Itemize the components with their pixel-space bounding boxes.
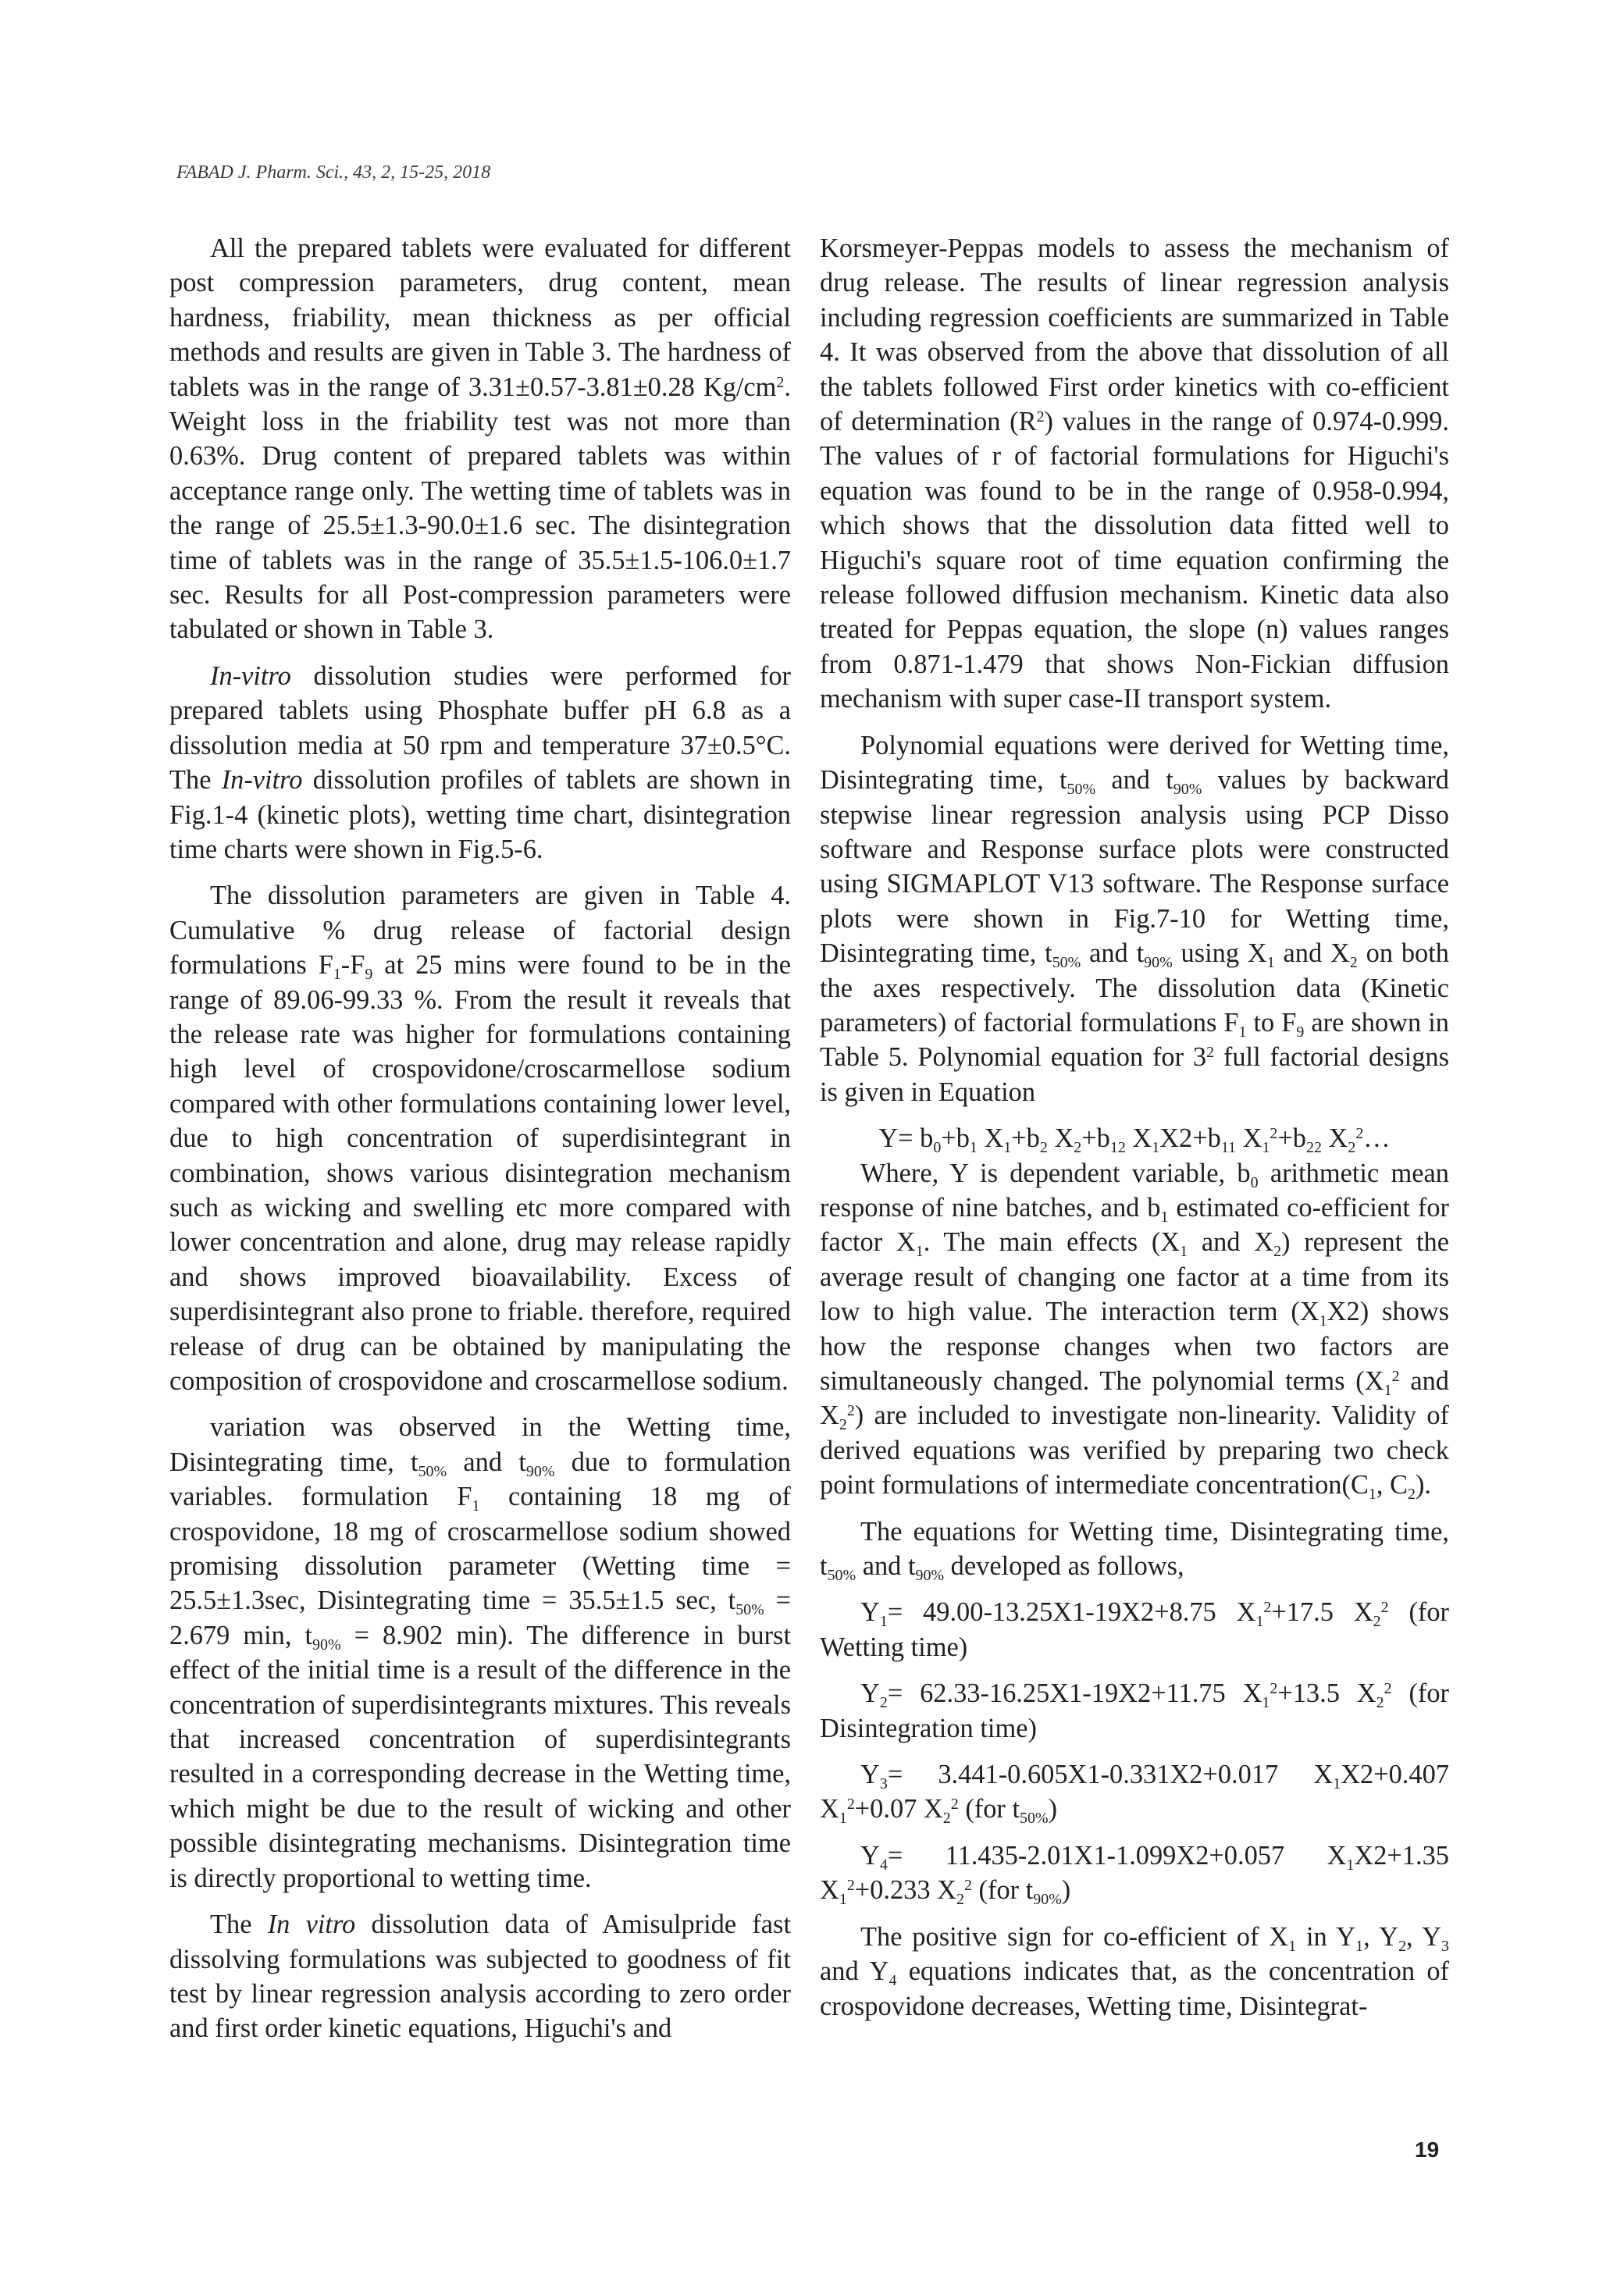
- paragraph: The In vitro dissolution data of Amisulpride fast dissolving formulations was subjected to goodness of fit test by linear regression analysis according to zero order and first order kinetic equations, Higuchi's and: [169, 1910, 791, 2044]
- equation-y3: $Y_3= 3.441-0.605X1-0.331X2+0.017$ $X_1X2+0.407$ $X_1^2+0.07$ $X_2^2$ (for $t_{50\%}$): [820, 1760, 1449, 1828]
- paragraph: The dissolution parameters are given in Table 4. Cumulative % drug release of factorial design formulations $F_1-F_9$ at 25 mins were found to be in the range of 89.06-99.33 %. From the result it reveals that the release rate was higher for formulations containing high level of crospovidone/croscarmellose sodium compared with other formulations containing lower level, due to high concentration of superdisintegrant in combination, shows various disintegration mechanism such as wicking and swelling etc more compared with lower concentration and alone, drug may release rapidly and shows improved bioavailability. Excess of superdisintegrant also prone to friable. therefore, required release of drug can be obtained by manipulating the composition of crospovidone and croscarmellose sodium.: [169, 881, 791, 1396]
- polynomial-equation: $Y= b_0+b_1$ $X_1+b_2$ $X_2+b_{12}$ $X_1X2+b_{11}$ $X_1^2+b_{22}$ $X_2^2\dots$: [878, 1123, 1391, 1157]
- paragraph: The equations for Wetting time, Disintegrating time, $t_{50\%}$ and $t_{90\%}$ developed as follows,: [820, 1516, 1449, 1584]
- paragraph: All the prepared tablets were evaluated for different post compression parameters, drug content, mean hardness, friability, mean thickness as per official methods and results are given in Table 3. The hardness of tablets was in the range of 3.31±0.57-3.81±0.28 $Kg/cm^2$. Weight loss in the friability test was not more than 0.63%. Drug content of prepared tablets was within acceptance range only. The wetting time of tablets was in the range of 25.5±1.3-90.0±1.6 sec. The disintegration time of tablets was in the range of 35.5±1.5-106.0±1.7 sec. Results for all Post-compression parameters were tabulated or shown in Table 3.: [169, 233, 791, 645]
- left-column: [169, 231, 791, 2058]
- running-header: FABAD J. Pharm. Sci., 43, 2, 15-25, 2018: [176, 162, 491, 183]
- paragraph: Korsmeyer-Peppas models to assess the mechanism of drug release. The results of linear regression analysis including regression coefficients are summarized in Table 4. It was observed from the above that dissolution of all the tablets followed First order kinetics with co-efficient of determination $(R^2)$ values in the range of 0.974-0.999. The values of r of factorial formulations for Higuchi's equation was found to be in the range of 0.958-0.994, which shows that the dissolution data fitted well to Higuchi's square root of time equation confirming the release followed diffusion mechanism. Kinetic data also treated for Peppas equation, the slope (n) values ranges from 0.871-1.479 that shows Non-Fickian diffusion mechanism with super case-II transport system.: [820, 233, 1449, 714]
- equation-y1: $Y_1= 49.00-13.25X1-19X2+8.75$ $X_1^2+17.5$ $X_2^2$ (for Wetting time): [820, 1597, 1450, 1662]
- paragraph: variation was observed in the Wetting time, Disintegrating time, $t_{50\%}$ and $t_{90\%}$ due to formulation variables. formulation $F_1$ containing 18 mg of crospovidone, 18 mg of croscarmellose sodium showed promising dissolution parameter (Wetting time = 25.5±1.3sec, Disintegrating time = 35.5±1.5 sec, $t_{50\%} = 2.679$ min, $t_{90\%} = 8.902$ min). The difference in burst effect of the initial time is a result of the difference in the concentration of superdisintegrants mixtures. This reveals that increased concentration of superdisintegrants resulted in a corresponding decrease in the Wetting time, which might be due to the result of wicking and other possible disintegrating mechanisms. Disintegration time is directly proportional to wetting time.: [169, 1412, 792, 1893]
- page-number: 19: [1415, 2138, 1440, 2162]
- equation-y4: $Y_4= 11.435-2.01X1-1.099X2+0.057$ $X_1X2+1.35$ $X_1^2+0.233$ $X_2^2$ (for $t_{90\%}$): [820, 1840, 1449, 1909]
- paragraph: Polynomial equations were derived for Wetting time, Disintegrating time, $t_{50\%}$ and $t_{90\%}$ values by backward stepwise linear regression analysis using PCP Disso software and Response surface plots were constructed using SIGMAPLOT V13 software. The Response surface plots were shown in Fig.7-10 for Wetting time, Disintegrating time, $t_{50\%}$ and $t_{90\%}$ using $X_1$ and $X_2$ on both the axes respectively. The dissolution data (Kinetic parameters) of factorial formulations $F_1$ to $F_9$ are shown in Table 5. Polynomial equation for $3^2$ full factorial designs is given in Equation: [820, 730, 1450, 1107]
- paragraph: Where, Y is dependent variable, $b_0$ arithmetic mean response of nine batches, and $b_1$ estimated co-efficient for factor $X_1$. The main effects ($X_1$ and $X_2$) represent the average result of changing one factor at a time from its low to high value. The interaction term $(X_1X2)$ shows how the response changes when two factors are simultaneously changed. The polynomial terms ($X_1^2$ and $X_2^2$) are included to investigate non-linearity. Validity of derived equations was verified by preparing two check point formulations of intermediate $concentration(C_1$, $C_2$).: [820, 1158, 1449, 1504]
- equation-y2: $Y_2= 62.33-16.25X1-19X2+11.75$ $X_1^2+13.5$ $X_2^2$ (for Disintegration time): [820, 1678, 1450, 1743]
- right-column: [820, 231, 1449, 2035]
- paragraph: In-vitro dissolution studies were performed for prepared tablets using Phosphate buffer pH 6.8 as a dissolution media at 50 rpm and temperature 37±0.5°C. The In-vitro dissolution profiles of tablets are shown in Fig.1-4 (kinetic plots), wetting time chart, disintegration time charts were shown in Fig.5-6.: [169, 660, 791, 864]
- paragraph: The positive sign for co-efficient of $X_1$ in $Y_1$, $Y_2$, $Y_3$ and $Y_4$ equations indicates that, as the concentration of crospovidone decreases, Wetting time, Disintegrat-: [820, 1921, 1449, 2021]
